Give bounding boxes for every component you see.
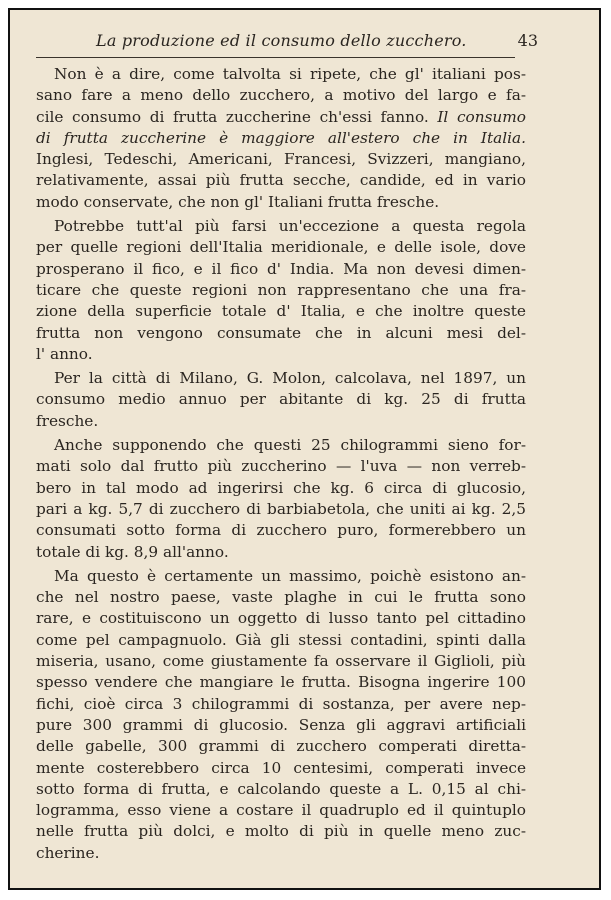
paragraph (36, 566, 526, 864)
text-line: frutta non vengono consumate che in alcuni mesi del- (36, 323, 526, 342)
text-line: rare, e costituiscono un oggetto di lusso tanto pel cittadino (36, 609, 526, 628)
text-line: Potrebbe tutt'al più farsi un'eccezione a questa regola (54, 217, 526, 236)
text-line: fresche. (36, 411, 99, 430)
text-line: bero in tal modo ad ingerirsi che kg. 6 circa di glucosio, (36, 478, 526, 497)
page-header (36, 28, 536, 56)
text-line: cherine. (36, 843, 100, 862)
text-line: Per la città di Milano, G. Molon, calcolava, nel 1897, un (54, 369, 526, 388)
book-page (8, 8, 601, 890)
text-line: relativamente, assai più frutta secche, candide, ed in vario (36, 171, 526, 190)
text-line: fichi, cioè circa 3 chilogrammi di sostanza, per avere nep- (36, 694, 526, 713)
text-line: Non è a dire, come talvolta si ripete, che gl' italiani pos- (54, 65, 526, 83)
running-title: La produzione ed il consumo dello zucchero. (96, 31, 467, 50)
paragraph (36, 435, 526, 563)
text-line: mati solo dal frutto più zuccherino — l'uva — non verreb- (36, 457, 526, 476)
paragraph (36, 64, 526, 213)
text-line: miseria, usano, come giustamente fa osservare il Giglioli, più (36, 652, 526, 671)
text-line: Anche supponendo che questi 25 chilogrammi sieno for- (54, 436, 526, 455)
body-text (36, 64, 526, 864)
paragraph (36, 216, 526, 365)
text-line: consumo medio annuo per abitante di kg. 25 di frutta (36, 390, 526, 409)
text-line: sotto forma di frutta, e calcolando queste a L. 0,15 al chi- (36, 779, 526, 798)
text-line: pure 300 grammi di glucosio. Senza gli aggravi artificiali (36, 715, 526, 734)
text-line: mente costerebbero circa 10 centesimi, comperati invece (36, 758, 526, 777)
italic-emphasis: Il consumo (437, 107, 526, 126)
text-line: l' anno. (36, 344, 93, 363)
text-line: delle gabelle, 300 grammi di zucchero comperati diretta- (36, 737, 526, 756)
text-line: prosperano il fico, e il fico d' India. Ma non devesi dimen- (36, 259, 526, 278)
text-line: che nel nostro paese, vaste plaghe in cui le frutta sono (36, 588, 526, 607)
text-line: totale di kg. 8,9 all'anno. (36, 542, 229, 561)
text-line: nelle frutta più dolci, e molto di più in quelle meno zuc- (36, 822, 526, 841)
text-line (36, 128, 526, 149)
text-line: modo conservate, che non gl' Italiani frutta fresche. (36, 192, 440, 211)
text-line: per quelle regioni dell'Italia meridionale, e delle isole, dove (36, 238, 526, 257)
text-line: cile consumo di frutta zuccherine ch'essi fanno. Il consumo (36, 107, 526, 126)
text-line: pari a kg. 5,7 di zucchero di barbiabetola, che uniti ai kg. 2,5 (36, 499, 526, 518)
text-line: Ma questo è certamente un massimo, poichè esistono an- (54, 566, 526, 585)
text-line: spesso vendere che mangiare le frutta. Bisogna ingerire 100 (36, 673, 526, 692)
page-number: 43 (517, 31, 538, 50)
text-line: ticare che queste regioni non rappresentano che una fra- (36, 280, 526, 299)
text-line: come pel campagnuolo. Già gli stessi contadini, spinti dalla (36, 630, 526, 649)
text-line: sano fare a meno dello zucchero, a motivo del largo e fa- (36, 86, 526, 105)
italic-emphasis: di frutta zuccherine è maggiore all'estero che in Italia. (36, 128, 526, 147)
text-line: consumati sotto forma di zucchero puro, formerebbero un (36, 521, 526, 540)
paragraph (36, 368, 526, 432)
header-rule (36, 57, 515, 58)
text-line: zione della superficie totale d' Italia, e che inoltre queste (36, 302, 526, 321)
text-line: Inglesi, Tedeschi, Americani, Francesi, Svizzeri, mangiano, (36, 150, 526, 169)
text-line: logramma, esso viene a costare il quadruplo ed il quintuplo (36, 801, 526, 820)
